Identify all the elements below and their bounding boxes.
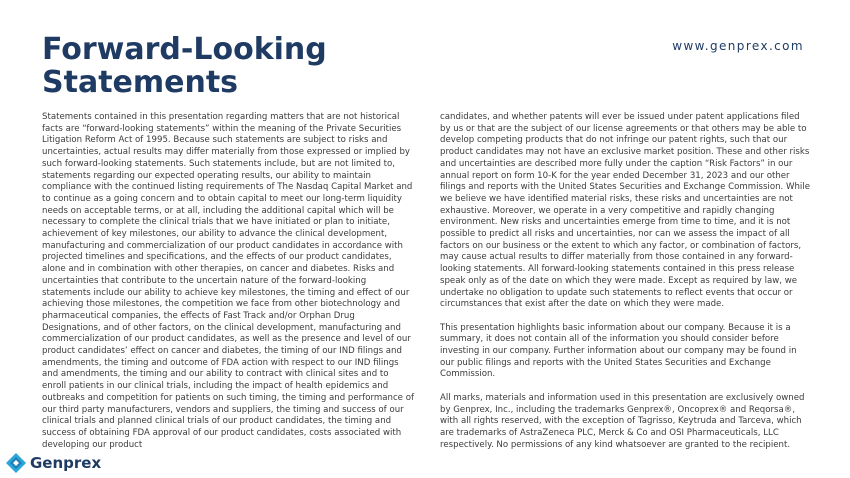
logo-text: Genprex (30, 454, 102, 472)
disclaimer-paragraph-1: Statements contained in this presentation regarding matters that are not historical facts are “forward-looking statements” within the meaning of the Private Securities Litigation Reform Act of 1995. Because such statements are subject to risks and uncertainties, actual results may differ materially from those expressed or implied by such forward-looking statements. Such statements include, but are not limited to, statements regarding our expected operating results, our ability to maintain compliance with the continued listing requirements of The Nasdaq Capital Market and to continue as a going concern and to obtain capital to meet our long-term liquidity needs on acceptable terms, or at all, including the additional capital which will be necessary to complete the clinical trials that we have initiated or plan to initiate, achievement of key milestones, our ability to advance the clinical development, manufacturing and commercialization of our product candidates in accordance with projected timelines and specifications, and the effects of our product candidates, alone and in combination with other therapies, on cancer and diabetes. Risks and uncertainties that contribute to the uncertain nature of the forward-looking statements include our ability to achieve key milestones, the timing and effect of our achieving those milestones, the competition we face from other biotechnology and pharmaceutical companies, the effects of Fast Track and/or Orphan Drug Designations, and of other factors, on the clinical development, manufacturing and commercialization of our product candidates, as well as the presence and level of our product candidates’ effect on cancer and diabetes, the timing of our IND filings and amendments, the timing and outcome of FDA action with respect to our IND filings and amendments, the timing and our ability to contract with clinical sites and to enroll patients in our clinical trials, including the impact of health epidemics and outbreaks and competition for patients on such timing, the timing and performance of our third party manufacturers, vendors and suppliers, the timing and success of our clinical trials and planned clinical trials of our product candidates, the timing and success of obtaining FDA approval of our product candidates, costs associated with developing our product (42, 112, 414, 450)
disclaimer-paragraph-2: candidates, and whether patents will ever be issued under patent applications filed by us or that are the subject of our license agreements or that others may be able to develop competing products that do not infringe our patent rights, such that our product candidates may not have an exclusive market position. These and other risks and uncertainties are described more fully under the caption “Risk Factors” in our annual report on form 10-K for the year ended December 31, 2023 and our other filings and reports with the United States Securities and Exchange Commission. While we believe we have identified material risks, these risks and uncertainties are not exhaustive. Moreover, we operate in a very competitive and rapidly changing environment. New risks and uncertainties emerge from time to time, and it is not possible to predict all risks and uncertainties, nor can we assess the impact of all factors on our business or the extent to which any factor, or combination of factors, may cause actual results to differ materially from those contained in any forward-looking statements. All forward-looking statements contained in this press release speak only as of the date on which they were made. Except as required by law, we undertake no obligation to update such statements to reflect events that occur or circumstances that exist after the date on which they were made. (440, 112, 810, 310)
genprex-diamond-logo-icon (6, 453, 26, 473)
disclaimer-paragraph-3: This presentation highlights basic information about our company. Because it is a summary, it does not contain all of the information you should consider before investing in our company. Further information about our company may be found in our public filings and reports with the United States Securities and Exchange Commission. (440, 322, 797, 380)
page-title: Forward-Looking Statements (42, 32, 327, 100)
disclaimer-paragraph-4: All marks, materials and information used in this presentation are exclusively owned by Genprex, Inc., including the trademarks Genprex®, Oncoprex® and Reqorsa®, with all rights reserved, with the exception of Tagrisso, Keytruda and Tarceva, which are trademarks of AstraZeneca PLC, Merck & Co and OSI Pharmaceuticals, LLC respectively. No permissions of any kind whatsoever are granted to the recipient. (440, 392, 805, 450)
right-column (440, 112, 810, 451)
genprex-logo (6, 453, 101, 473)
website-url: www.genprex.com (672, 39, 804, 53)
left-column (42, 112, 414, 451)
